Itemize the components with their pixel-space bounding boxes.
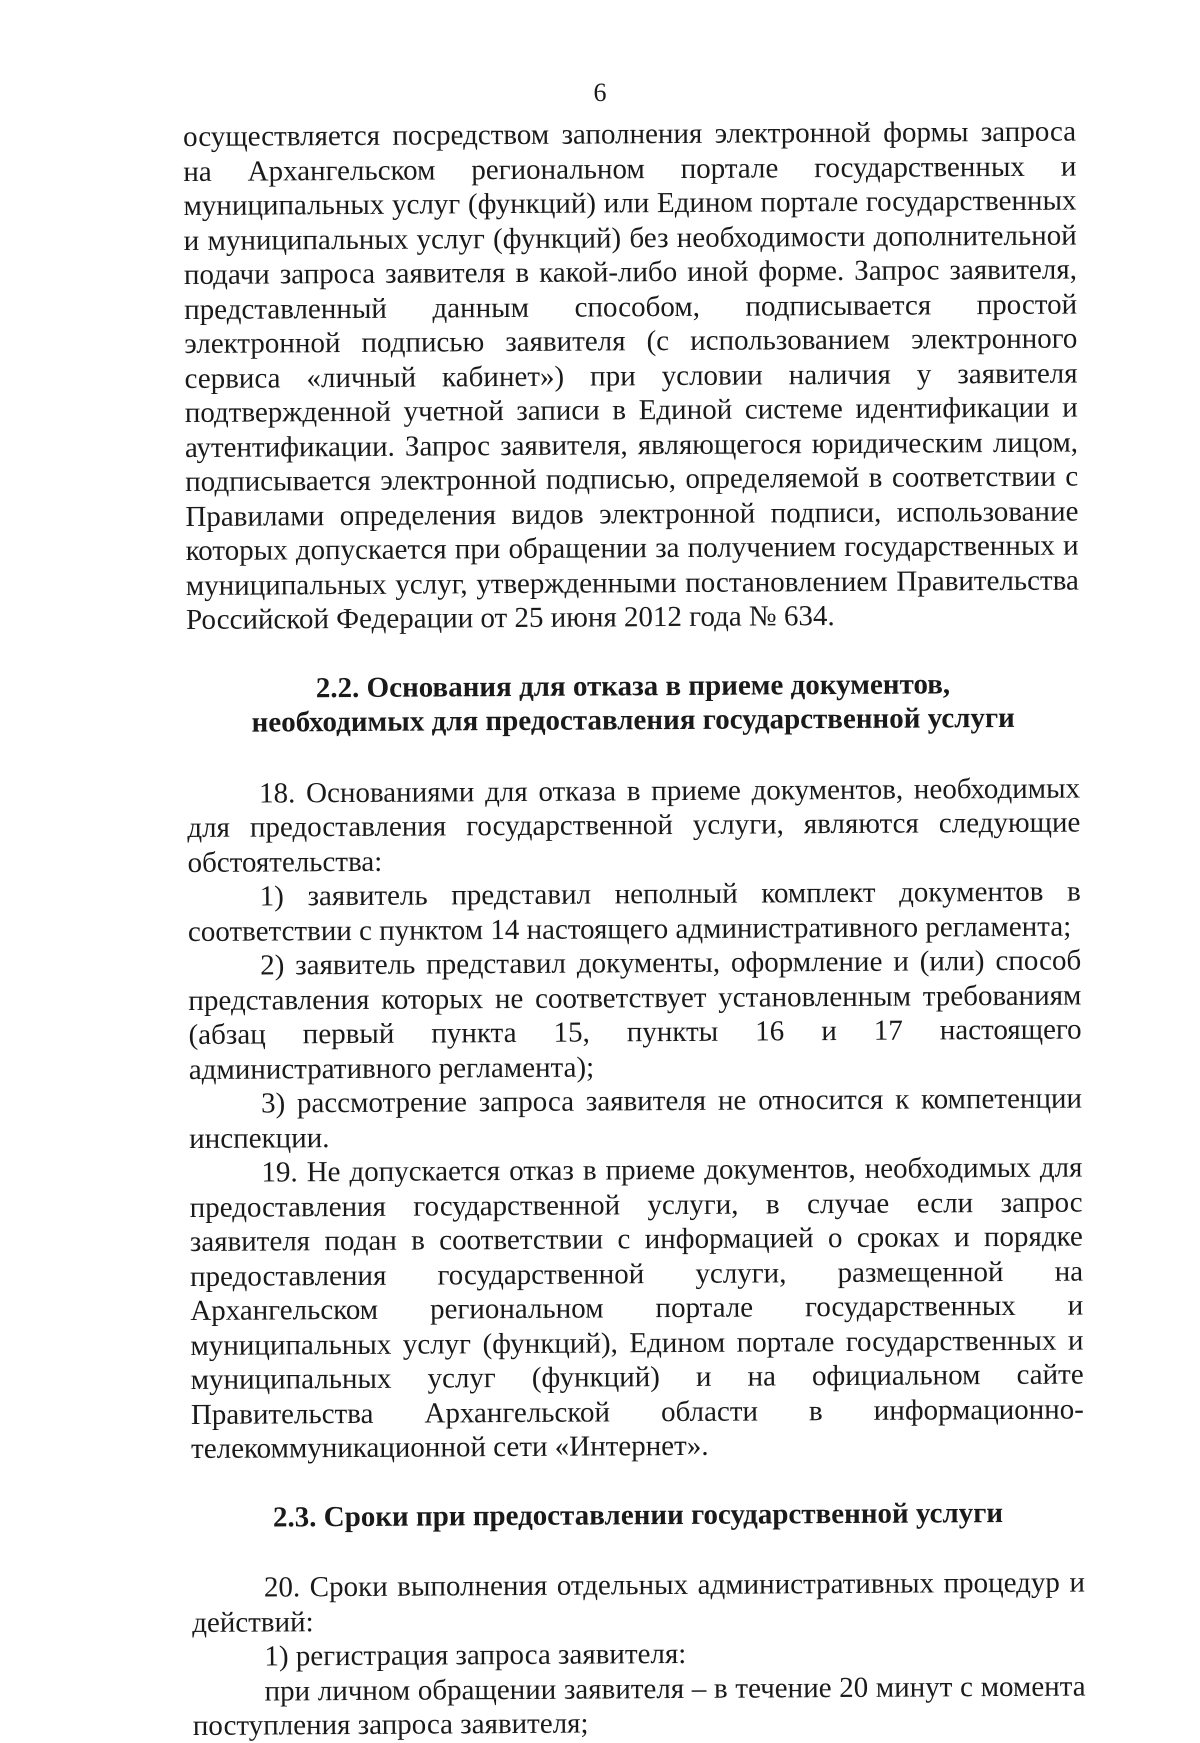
spacer [191,1461,1084,1500]
paragraph-19: 19. Не допускается отказ в приеме документов, необходимых для предоставления государственной услуги, в случае если запрос заявителя подан в соответствии с информацией о сроках и порядке предоставления государственной услуги, размещенной на Архангельском региональном портале государственных и муниципальных услуг (функций), Едином портале государственных и муниципальных услуг (функций) и на официальном сайте Правительства Архангельской области в информационно-телекоммуникационной сети «Интернет». [189,1151,1084,1465]
section-heading-line: необходимых для предоставления государственной услуги [251,701,1015,739]
list-item-1: 1) заявитель представил неполный комплект документов в соответствии с пунктом 14 настоящего административного регламента; [187,875,1081,948]
paragraph-20-item-1-detail: при личном обращении заявителя – в течение 20 минут с момента поступления запроса заявителя; [192,1670,1086,1742]
section-heading-line: 2.2. Основания для отказа в приеме документов, [315,667,951,704]
paragraph-20-item-1: 1) регистрация запроса заявителя: [264,1637,687,1673]
paragraph-20: 20. Сроки выполнения отдельных административных процедур и действий: [192,1566,1086,1639]
paragraph-intro: осуществляется посредством заполнения электронной формы запроса на Архангельском региональном портале государственных и муниципальных услуг (функций) или Едином портале государственных и муниципальных услуг (функций) без необходимости дополнительной подачи запроса заявителя в какой-либо иной форме. Запрос заявителя, представленный данным способом, подписывается простой электронной подписью заявителя (с использованием электронного сервиса «личный кабинет») при условии наличия у заявителя подтвержденной учетной записи в Единой системе идентификации и аутентификации. Запрос заявителя, являющегося юридическим лицом, подписывается электронной подписью, определяемой в соответствии с Правилами определения видов электронной подписи, использование которых допускается при обращении за получением государственных и муниципальных услуг, утвержденными постановлением Правительства Российской Федерации от 25 июня 2012 года № 634. [183,115,1079,636]
page-number: 6 [593,78,607,107]
list-item-2: 2) заявитель представил документы, оформление и (или) способ представления которых не соответствует установленным требованиям (абзац первый пункта 15, пункты 16 и 17 настоящего административного регламента); [188,944,1082,1086]
spacer [187,735,1080,776]
paragraph-18: 18. Основаниями для отказа в приеме документов, необходимых для предоставления государственной услуги, являются следующие обстоятельства: [187,772,1081,879]
section-heading-2-3: 2.3. Сроки при предоставлении государственной услуги [272,1496,1004,1533]
spacer [186,632,1079,671]
list-item-3: 3) рассмотрение запроса заявителя не относится к компетенции инспекции. [189,1082,1083,1155]
document-body [183,115,1086,1743]
spacer [192,1530,1085,1571]
section-heading-2-2 [186,666,1079,740]
